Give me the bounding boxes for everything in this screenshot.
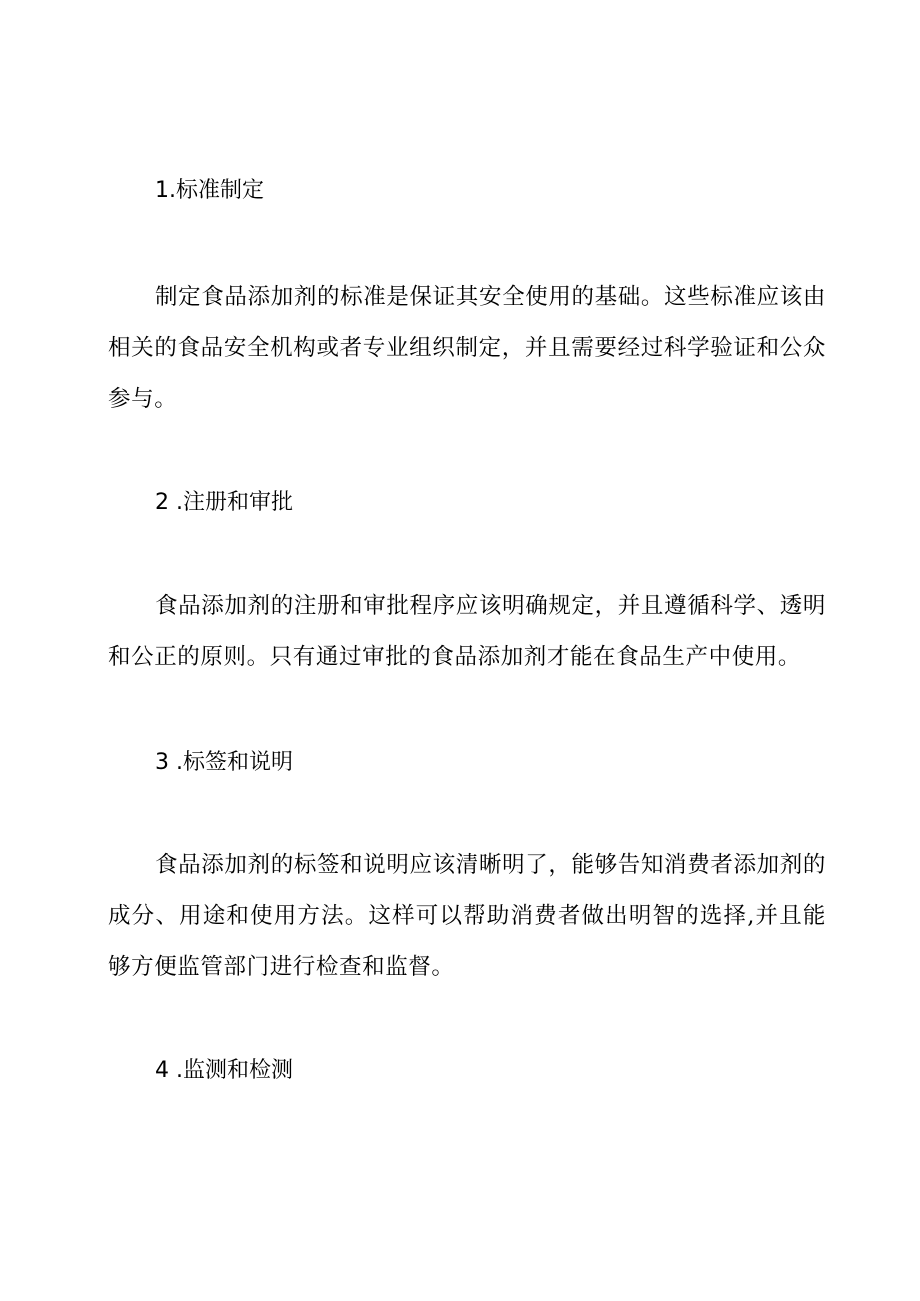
section-paragraph-labels-instructions: 食品添加剂的标签和说明应该清晰明了，能够告知消费者添加剂的成分、用途和使用方法。这样可以帮助消费者做出明智的选择,并且能够方便监管部门进行检查和监督。: [108, 852, 826, 980]
section-paragraph-standard-setting: 制定食品添加剂的标准是保证其安全使用的基础。这些标准应该由相关的食品安全机构或者专业组织制定，并且需要经过科学验证和公众参与。: [108, 284, 826, 412]
section-heading-labels-instructions: 3 .标签和说明: [155, 750, 293, 775]
section-heading-standard-setting: 1.标准制定: [155, 178, 264, 203]
section-heading-registration-approval: 2 .注册和审批: [155, 490, 293, 515]
section-paragraph-registration-approval: 食品添加剂的注册和审批程序应该明确规定，并且遵循科学、透明和公正的原则。只有通过审批的食品添加剂才能在食品生产中使用。: [108, 593, 826, 670]
section-heading-monitoring-testing: 4 .监测和检测: [155, 1058, 293, 1083]
